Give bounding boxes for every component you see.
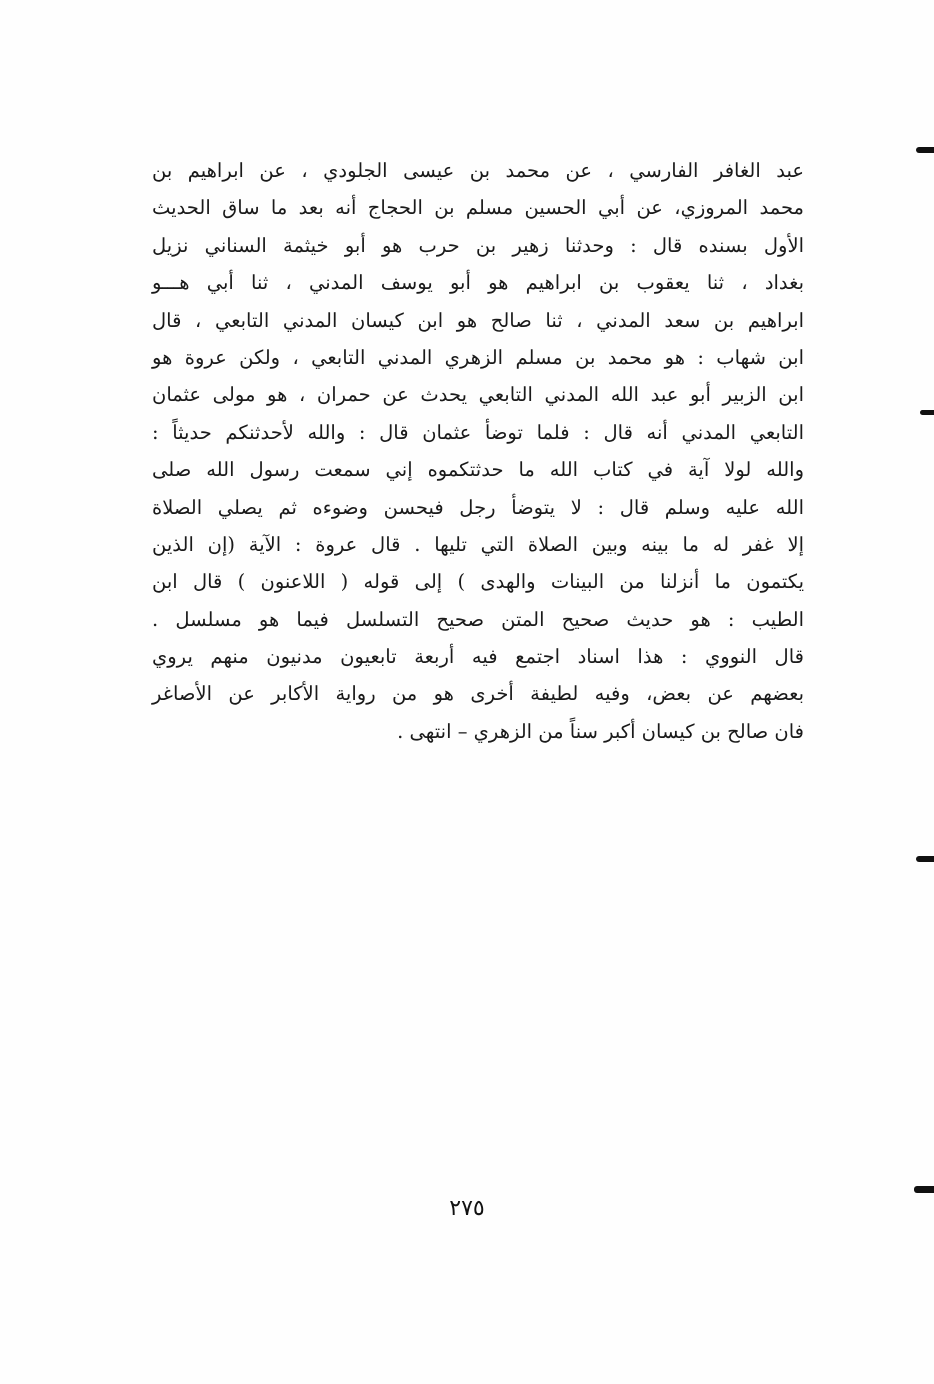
text-line: التابعي المدني أنه قال : فلما توضأ عثمان قال : والله لأحدثنكم حديثاً : xyxy=(152,420,804,444)
scan-edge-mark xyxy=(914,1186,934,1193)
text-line: يكتمون ما أنزلنا من البينات والهدى ) إلى قوله ( اللاعنون ) قال ابن xyxy=(152,570,804,594)
text-line: الله عليه وسلم قال : لا يتوضأ رجل فيحسن وضوءه ثم يصلي الصلاة xyxy=(152,495,804,519)
text-line: قال النووي : هذا اسناد اجتمع فيه أربعة تابعيون مدنيون منهم يروي xyxy=(152,645,804,669)
page-number: ٢٧٥ xyxy=(449,1196,485,1221)
text-line: عبد الغافر الفارسي ، عن محمد بن عيسى الجلودي ، عن ابراهيم بن xyxy=(152,159,804,182)
page-body-text xyxy=(152,152,804,750)
scan-edge-mark xyxy=(916,856,934,862)
text-line: ابن الزبير أبو عبد الله المدني التابعي يحدث عن حمران ، هو مولى عثمان xyxy=(152,383,804,407)
text-line: محمد المروزي، عن أبي الحسين مسلم بن الحجاج أنه بعد ما ساق الحديث xyxy=(152,196,804,220)
text-line: بعضهم عن بعض، وفيه لطيفة أخرى هو من رواية الأكابر عن الأصاغر xyxy=(152,682,804,706)
text-line: ابن شهاب : هو محمد بن مسلم الزهري المدني التابعي ، ولكن عروة هو xyxy=(152,345,804,369)
text-line: ابراهيم بن سعد المدني ، ثنا صالح هو ابن كيسان المدني التابعي ، قال xyxy=(152,308,804,332)
text-line: والله لولا آية في كتاب الله ما حدثتكموه إني سمعت رسول الله صلى xyxy=(152,458,804,482)
scan-edge-mark xyxy=(920,410,934,415)
scan-edge-mark xyxy=(916,147,934,153)
text-line: إلا غفر له ما بينه وبين الصلاة التي تليها . قال عروة : الآية (إن الذين xyxy=(152,532,804,556)
text-line: الطيب : هو حديث صحيح المتن صحيح التسلسل فيما هو مسلسل . xyxy=(152,607,804,631)
text-line: بغداد ، ثنا يعقوب بن ابراهيم هو أبو يوسف المدني ، ثنا أبي هـــو xyxy=(152,271,804,295)
text-line: الأول بسنده قال : وحدثنا زهير بن حرب هو أبو خيثمة السناني نزيل xyxy=(152,233,804,257)
text-line: فان صالح بن كيسان أكبر سناً من الزهري – انتهى . xyxy=(397,719,804,743)
